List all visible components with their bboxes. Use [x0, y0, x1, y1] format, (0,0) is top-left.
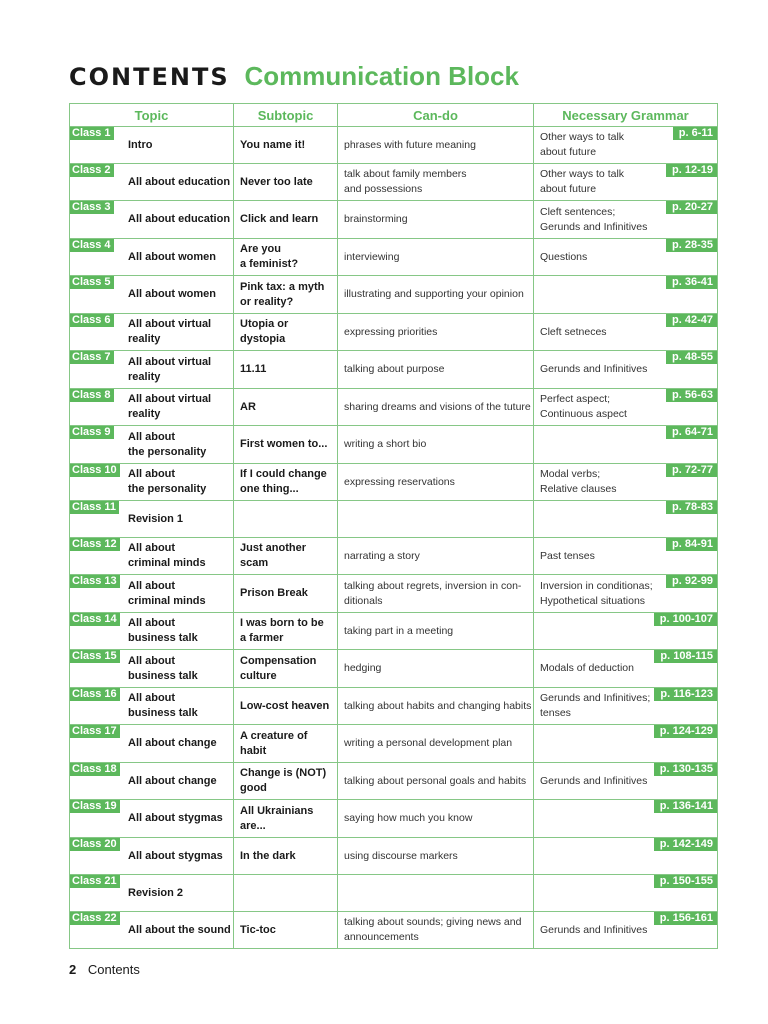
page-range-badge: p. 116-123: [654, 688, 717, 701]
cell-line: talking about personal goals and habits: [344, 774, 527, 787]
subtopic-cell: [234, 613, 338, 650]
table-row: [70, 763, 718, 800]
cell-line: Utopia or: [240, 318, 289, 330]
subtopic-cell: [234, 426, 338, 464]
page-range-badge: p. 142-149: [654, 838, 717, 851]
topic-cell: [70, 725, 234, 763]
cell-line: All about education: [128, 175, 231, 188]
cell-line: business talk: [128, 632, 198, 644]
cell-line: criminal minds: [128, 557, 206, 569]
cell-line: Continuous aspect: [540, 408, 627, 420]
subtopic-cell: [234, 314, 338, 351]
cell-line: I was born to be: [240, 617, 324, 629]
header-row: [70, 104, 718, 127]
cell-line: First women to...: [240, 438, 328, 450]
class-badge: Class 1: [70, 127, 114, 140]
table-row: [70, 800, 718, 838]
table-row: [70, 426, 718, 464]
page-range-badge: p. 92-99: [666, 575, 717, 588]
cell-line: sharing dreams and visions of the tuture: [344, 400, 531, 413]
page-range-badge: p. 78-83: [666, 501, 717, 514]
cell-line: the personality: [128, 445, 207, 458]
header-subtopic: Subtopic: [234, 104, 338, 127]
cell-line: All about: [128, 617, 176, 629]
cell-line: Gerunds and Infinitives;: [540, 692, 651, 704]
cando-cell: [338, 838, 534, 875]
class-badge: Class 16: [70, 688, 120, 701]
cell-line: business talk: [128, 669, 198, 682]
subtopic-cell: [234, 538, 338, 575]
grammar-cell: [534, 613, 718, 650]
cell-line: All about change: [128, 737, 217, 749]
cando-cell: [338, 725, 534, 763]
grammar-cell: [534, 575, 718, 613]
cell-line: All about the sound: [128, 923, 231, 936]
cell-line: scam: [240, 557, 269, 569]
cell-line: In the dark: [240, 849, 296, 862]
cell-line: and possessions: [344, 183, 423, 195]
cell-line: expressing reservations: [344, 475, 455, 488]
page-range-badge: p. 36-41: [666, 276, 717, 289]
grammar-cell: [534, 239, 718, 276]
table-row: [70, 389, 718, 426]
cell-line: All about: [128, 579, 176, 592]
cell-line: or reality?: [240, 295, 294, 308]
cell-line: brainstorming: [344, 213, 408, 225]
cando-cell: [338, 501, 534, 538]
page-range-badge: p. 28-35: [666, 239, 717, 252]
grammar-cell: [534, 800, 718, 838]
topic-cell: [70, 688, 234, 725]
cell-line: If I could change: [240, 468, 327, 480]
cell-line: habit: [240, 744, 267, 757]
grammar-cell: [534, 838, 718, 875]
subtopic-cell: [234, 127, 338, 164]
table-row: [70, 201, 718, 239]
cell-line: interviewing: [344, 250, 400, 263]
subtopic-cell: [234, 688, 338, 725]
grammar-cell: [534, 314, 718, 351]
page-range-badge: p. 20-27: [666, 201, 717, 214]
cell-line: All about stygmas: [128, 849, 223, 862]
topic-cell: [70, 763, 234, 800]
topic-cell: [70, 239, 234, 276]
page-range-badge: p. 42-47: [666, 314, 717, 327]
cando-cell: [338, 912, 534, 949]
cando-cell: [338, 575, 534, 613]
table-row: [70, 501, 718, 538]
cell-line: expressing priorities: [344, 325, 438, 338]
table-row: [70, 276, 718, 314]
cell-line: hedging: [344, 662, 382, 674]
page-title: [69, 58, 519, 90]
cell-line: All about virtual: [128, 318, 212, 330]
table-row: [70, 314, 718, 351]
cell-line: talk about family members: [344, 168, 467, 180]
page-range-badge: p. 84-91: [666, 538, 717, 551]
cell-line: All about: [128, 692, 176, 704]
header-topic: Topic: [70, 104, 234, 127]
page-range-badge: p. 130-135: [654, 763, 717, 776]
page-range-badge: p. 136-141: [654, 800, 717, 813]
cell-line: A creature of: [240, 729, 308, 742]
cando-cell: [338, 389, 534, 426]
cell-line: All about women: [128, 288, 216, 300]
table-row: [70, 575, 718, 613]
grammar-cell: [534, 501, 718, 538]
cell-line: All about change: [128, 774, 217, 787]
page-footer: [69, 962, 140, 977]
cell-line: good: [240, 782, 267, 794]
subtopic-cell: [234, 912, 338, 949]
cell-line: 11.11: [240, 363, 267, 375]
cell-line: saying how much you know: [344, 812, 473, 824]
cell-line: All about women: [128, 250, 216, 263]
table-row: [70, 688, 718, 725]
cell-line: Gerunds and Infinitives: [540, 220, 648, 233]
cell-line: All about education: [128, 213, 231, 225]
cell-line: narrating a story: [344, 549, 420, 562]
table-row: [70, 351, 718, 389]
cell-line: All about: [128, 468, 176, 480]
grammar-cell: [534, 650, 718, 688]
cell-line: tenses: [540, 707, 571, 719]
contents-rows: [70, 127, 718, 949]
cell-line: Gerunds and Infinitives: [540, 923, 648, 936]
class-badge: Class 20: [70, 838, 120, 851]
table-row: [70, 164, 718, 201]
class-badge: Class 2: [70, 164, 114, 177]
cell-line: taking part in a meeting: [344, 624, 454, 637]
cando-cell: [338, 688, 534, 725]
cando-cell: [338, 127, 534, 164]
subtopic-cell: [234, 575, 338, 613]
cell-line: Perfect aspect;: [540, 393, 611, 405]
page-range-badge: p. 108-115: [654, 650, 717, 663]
topic-cell: [70, 464, 234, 501]
class-badge: Class 4: [70, 239, 114, 252]
table-row: [70, 239, 718, 276]
cell-line: are...: [240, 819, 266, 832]
table-row: [70, 838, 718, 875]
cell-line: Tic-toc: [240, 923, 276, 936]
page-range-badge: p. 6-11: [673, 127, 717, 140]
cando-cell: [338, 875, 534, 912]
page-range-badge: p. 72-77: [666, 464, 717, 477]
cell-line: Other ways to talk: [540, 131, 625, 143]
page-range-badge: p. 48-55: [666, 351, 717, 364]
class-badge: Class 22: [70, 912, 120, 925]
page-number: 2: [69, 962, 77, 977]
grammar-cell: [534, 725, 718, 763]
footer-label: Contents: [87, 962, 140, 977]
cell-line: using discourse markers: [344, 849, 458, 862]
class-badge: Class 9: [70, 426, 114, 439]
subtopic-cell: [234, 650, 338, 688]
cell-line: reality: [128, 408, 161, 420]
grammar-cell: [534, 351, 718, 389]
cell-line: the personality: [128, 483, 207, 495]
title-bold: CONTENTS: [69, 63, 230, 91]
cell-line: All about virtual: [128, 393, 212, 405]
topic-cell: [70, 389, 234, 426]
cell-line: Prison Break: [240, 587, 308, 599]
cell-line: writing a short bio: [344, 438, 427, 450]
topic-cell: [70, 875, 234, 912]
cell-line: one thing...: [240, 483, 299, 495]
subtopic-cell: [234, 389, 338, 426]
cando-cell: [338, 464, 534, 501]
cell-line: talking about sounds; giving news and: [344, 916, 522, 928]
topic-cell: [70, 201, 234, 239]
cell-line: Relative clauses: [540, 483, 617, 495]
cando-cell: [338, 426, 534, 464]
class-badge: Class 8: [70, 389, 114, 402]
class-badge: Class 12: [70, 538, 120, 551]
cell-line: Intro: [128, 138, 153, 151]
class-badge: Class 13: [70, 575, 120, 588]
class-badge: Class 11: [70, 501, 119, 514]
topic-cell: [70, 351, 234, 389]
cell-line: Cleft sentences;: [540, 205, 616, 218]
cell-line: Are you: [240, 243, 281, 255]
subtopic-cell: [234, 501, 338, 538]
subtopic-cell: [234, 800, 338, 838]
topic-cell: [70, 613, 234, 650]
cell-line: All about: [128, 654, 176, 667]
page-range-badge: p. 64-71: [666, 426, 717, 439]
cell-line: criminal minds: [128, 594, 206, 607]
cell-line: Gerunds and Infinitives: [540, 363, 648, 375]
cell-line: dystopia: [240, 333, 286, 345]
cando-cell: [338, 650, 534, 688]
table-row: [70, 613, 718, 650]
cando-cell: [338, 538, 534, 575]
cando-cell: [338, 763, 534, 800]
grammar-cell: [534, 426, 718, 464]
cell-line: Pink tax: a myth: [240, 280, 325, 293]
cell-line: reality: [128, 370, 161, 383]
title-light: Communication Block: [244, 61, 519, 91]
cando-cell: [338, 314, 534, 351]
cell-line: You name it!: [240, 138, 306, 151]
cell-line: Modal verbs;: [540, 468, 601, 480]
cando-cell: [338, 239, 534, 276]
cell-line: about future: [540, 183, 597, 195]
class-badge: Class 18: [70, 763, 120, 776]
subtopic-cell: [234, 164, 338, 201]
cell-line: Past tenses: [540, 549, 595, 562]
cell-line: Questions: [540, 250, 588, 263]
topic-cell: [70, 912, 234, 949]
topic-cell: [70, 501, 234, 538]
header-grammar: Necessary Grammar: [534, 104, 718, 127]
class-badge: Class 19: [70, 800, 120, 813]
cando-cell: [338, 201, 534, 239]
grammar-cell: [534, 875, 718, 912]
grammar-cell: [534, 464, 718, 501]
subtopic-cell: [234, 239, 338, 276]
class-badge: Class 17: [70, 725, 120, 738]
cell-line: culture: [240, 669, 277, 682]
subtopic-cell: [234, 276, 338, 314]
cell-line: Modals of deduction: [540, 662, 634, 674]
cell-line: Other ways to talk: [540, 168, 625, 180]
cell-line: Revision 1: [128, 512, 184, 525]
cell-line: All about: [128, 542, 176, 554]
grammar-cell: [534, 763, 718, 800]
cell-line: Inversion in conditionas;: [540, 579, 653, 592]
table-row: [70, 725, 718, 763]
cell-line: Revision 2: [128, 886, 184, 899]
cell-line: illustrating and supporting your opinion: [344, 288, 524, 300]
subtopic-cell: [234, 201, 338, 239]
subtopic-cell: [234, 875, 338, 912]
topic-cell: [70, 426, 234, 464]
class-badge: Class 10: [70, 464, 120, 477]
subtopic-cell: [234, 351, 338, 389]
class-badge: Class 15: [70, 650, 120, 663]
cell-line: AR: [240, 400, 256, 413]
grammar-cell: [534, 201, 718, 239]
cell-line: reality: [128, 333, 161, 345]
page-range-badge: p. 124-129: [654, 725, 717, 738]
topic-cell: [70, 314, 234, 351]
cando-cell: [338, 276, 534, 314]
grammar-cell: [534, 127, 718, 164]
page-range-badge: p. 12-19: [666, 164, 717, 177]
table-row: [70, 538, 718, 575]
class-badge: Class 5: [70, 276, 114, 289]
table-row: [70, 127, 718, 164]
cell-line: a feminist?: [240, 258, 299, 270]
header-cando: Can-do: [338, 104, 534, 127]
cell-line: talking about regrets, inversion in con-: [344, 579, 522, 592]
cell-line: All about: [128, 430, 176, 443]
cell-line: talking about habits and changing habits: [344, 699, 532, 712]
cando-cell: [338, 613, 534, 650]
cell-line: about future: [540, 146, 597, 158]
cell-line: Never too late: [240, 175, 313, 188]
cell-line: a farmer: [240, 632, 284, 644]
table-row: [70, 464, 718, 501]
cell-line: Gerunds and Infinitives: [540, 774, 648, 787]
topic-cell: [70, 838, 234, 875]
subtopic-cell: [234, 838, 338, 875]
class-badge: Class 21: [70, 875, 120, 888]
cando-cell: [338, 351, 534, 389]
cell-line: Low-cost heaven: [240, 699, 330, 712]
topic-cell: [70, 650, 234, 688]
contents-table: [69, 103, 718, 949]
page-range-badge: p. 156-161: [654, 912, 717, 925]
subtopic-cell: [234, 725, 338, 763]
cell-line: All about stygmas: [128, 812, 223, 824]
class-badge: Class 14: [70, 613, 120, 626]
cell-line: Just another: [240, 542, 307, 554]
table-row: [70, 875, 718, 912]
cell-line: Cleft setneces: [540, 325, 607, 338]
topic-cell: [70, 127, 234, 164]
grammar-cell: [534, 688, 718, 725]
page-range-badge: p. 100-107: [654, 613, 717, 626]
topic-cell: [70, 276, 234, 314]
subtopic-cell: [234, 464, 338, 501]
class-badge: Class 6: [70, 314, 114, 327]
topic-cell: [70, 538, 234, 575]
cell-line: All Ukrainians: [240, 804, 314, 817]
page-range-badge: p. 56-63: [666, 389, 717, 402]
topic-cell: [70, 164, 234, 201]
cell-line: Change is (NOT): [240, 767, 327, 779]
grammar-cell: [534, 538, 718, 575]
cell-line: talking about purpose: [344, 363, 445, 375]
cell-line: ditionals: [344, 594, 383, 607]
cando-cell: [338, 164, 534, 201]
cell-line: All about virtual: [128, 355, 212, 368]
topic-cell: [70, 575, 234, 613]
table-row: [70, 650, 718, 688]
cando-cell: [338, 800, 534, 838]
topic-cell: [70, 800, 234, 838]
page-range-badge: p. 150-155: [654, 875, 717, 888]
cell-line: Hypothetical situations: [540, 594, 646, 607]
class-badge: Class 7: [70, 351, 114, 364]
grammar-cell: [534, 276, 718, 314]
grammar-cell: [534, 164, 718, 201]
table-row: [70, 912, 718, 949]
cell-line: writing a personal development plan: [344, 737, 513, 749]
cell-line: phrases with future meaning: [344, 138, 476, 151]
cell-line: announcements: [344, 931, 419, 943]
cell-line: Compensation: [240, 654, 317, 667]
grammar-cell: [534, 912, 718, 949]
cell-line: Click and learn: [240, 213, 319, 225]
grammar-cell: [534, 389, 718, 426]
cell-line: business talk: [128, 707, 198, 719]
class-badge: Class 3: [70, 201, 114, 214]
subtopic-cell: [234, 763, 338, 800]
